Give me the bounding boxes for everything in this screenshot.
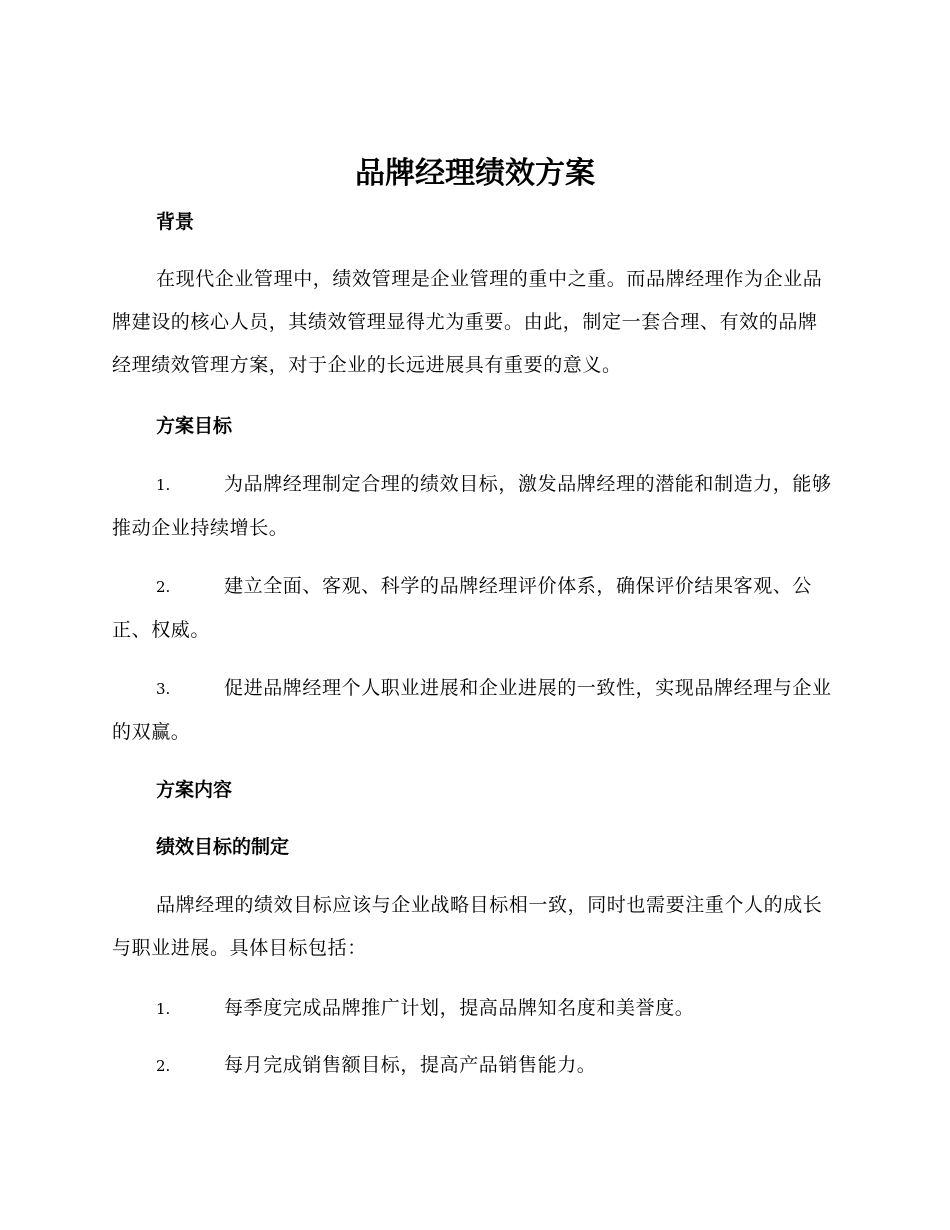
- list-item-text: 每季度完成品牌推广计划，提高品牌知名度和美誉度。: [224, 997, 695, 1019]
- goal-list-item-1: [112, 463, 834, 550]
- goal-setting-paragraph: 品牌经理的绩效目标应该与企业战略目标相一致，同时也需要注重个人的成长与职业进展。具体目标包括：: [112, 894, 823, 959]
- section-heading-content: 方案内容: [156, 779, 233, 801]
- list-number: 3.: [156, 680, 171, 698]
- background-paragraph: 在现代企业管理中，绩效管理是企业管理的重中之重。而品牌经理作为企业品牌建设的核心人员，其绩效管理显得尤为重要。由此，制定一套合理、有效的品牌经理绩效管理方案，对于企业的长远进展具有重要的意义。: [112, 268, 823, 376]
- section-heading-background: 背景: [156, 211, 195, 233]
- goal-list-item-3: [112, 667, 834, 754]
- list-number: 2.: [156, 1057, 171, 1075]
- list-item-text: 促进品牌经理个人职业进展和企业进展的一致性，实现品牌经理与企业的双赢。: [112, 677, 832, 743]
- list-item-text: 每月完成销售额目标，提高产品销售能力。: [224, 1054, 597, 1076]
- list-number: 1.: [156, 476, 171, 494]
- list-number: 1.: [156, 1000, 171, 1018]
- subsection-heading-goal-setting: 绩效目标的制定: [156, 836, 290, 858]
- goal-list-item-2: [112, 565, 834, 652]
- list-item-text: 为品牌经理制定合理的绩效目标，激发品牌经理的潜能和制造力，能够推动企业持续增长。: [112, 473, 832, 539]
- list-item-text: 建立全面、客观、科学的品牌经理评价体系，确保评价结果客观、公正、权威。: [112, 575, 813, 641]
- list-number: 2.: [156, 578, 171, 596]
- target-list-item-1: [112, 987, 834, 1031]
- document-title: 品牌经理绩效方案: [355, 156, 595, 191]
- section-heading-goals: 方案目标: [156, 415, 233, 437]
- target-list-item-2: [112, 1044, 834, 1088]
